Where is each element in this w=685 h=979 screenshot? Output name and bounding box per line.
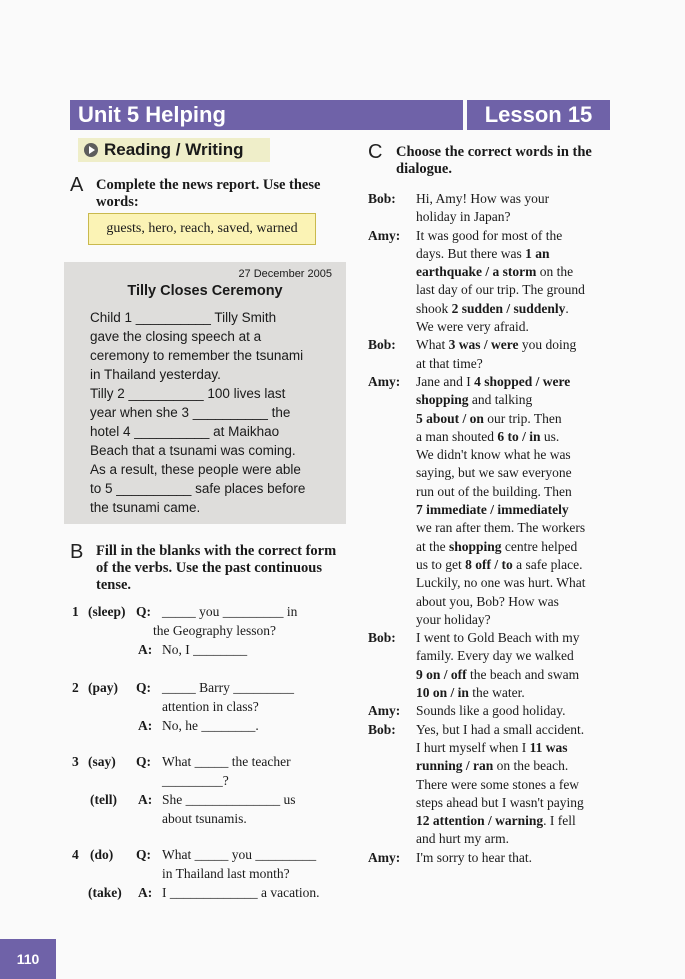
speaker-label: Bob:	[368, 721, 396, 737]
dialogue-line: we ran after them. The workers	[416, 520, 586, 536]
question-text: What _____ the teacher	[162, 754, 291, 769]
news-line: As a result, these people were able	[90, 462, 301, 477]
question-number: 2	[72, 680, 79, 695]
answer-text: about tsunamis.	[162, 811, 247, 826]
dialogue-line: We didn't know what he was	[416, 447, 571, 463]
dialogue-line: 12 attention / warning. I fell	[416, 813, 576, 829]
section-c-instruction: Choose the correct words in the dialogue.	[396, 144, 592, 177]
dialogue-turn	[368, 227, 628, 337]
dialogue-line: There were some stones a few	[416, 776, 580, 792]
news-line: Beach that a tsunami was coming.	[90, 443, 296, 458]
dialogue-line: It was good for most of the	[416, 227, 563, 243]
dialogue-turn	[368, 721, 628, 849]
news-line: to 5 __________ safe places before	[90, 481, 306, 496]
dialogue-line: What 3 was / were you doing	[416, 337, 577, 353]
q-label: Q:	[136, 680, 151, 695]
a-label: A:	[138, 792, 153, 807]
news-line: Tilly 2 __________ 100 lives last	[90, 386, 286, 401]
dialogue-line: I went to Gold Beach with my	[416, 630, 580, 646]
question-text: in Thailand last month?	[162, 866, 290, 881]
a-label: A:	[138, 642, 153, 657]
section-b-instruction: Fill in the blanks with the correct form of the verbs. Use the past continuous tense.	[96, 543, 337, 593]
q-label: Q:	[136, 754, 151, 769]
section-c-letter: C	[368, 141, 383, 163]
verb-hint: (pay)	[88, 680, 118, 695]
q-label: Q:	[136, 604, 151, 619]
page-number: 110	[0, 939, 56, 979]
dialogue-line: running / ran on the beach.	[416, 758, 569, 774]
dialogue-line: your holiday?	[416, 611, 491, 627]
answer-text: No, he ________.	[162, 718, 259, 733]
speaker-label: Amy:	[368, 703, 401, 719]
dialogue-line: steps ahead but I wasn't paying	[416, 794, 584, 810]
dialogue-line: 9 on / off the beach and swam	[416, 666, 580, 682]
section-label	[78, 138, 270, 162]
section-label-text: Reading / Writing	[104, 140, 244, 159]
news-line: the tsunami came.	[90, 500, 201, 515]
answer-text: She ______________ us	[162, 792, 296, 807]
q-label: Q:	[136, 847, 151, 862]
news-line: Child 1 __________ Tilly Smith	[90, 310, 277, 325]
word-box: guests, hero, reach, saved, warned	[88, 213, 316, 245]
question-text: What _____ you _________	[162, 847, 317, 862]
dialogue-line: Luckily, no one was hurt. What	[416, 575, 586, 591]
speaker-label: Bob:	[368, 337, 396, 353]
dialogue-line: days. But there was 1 an	[416, 245, 550, 261]
dialogue-line: and hurt my arm.	[416, 831, 509, 847]
unit-header	[70, 100, 610, 130]
a-label: A:	[138, 885, 153, 900]
dialogue-line: 10 on / in the water.	[416, 685, 525, 701]
news-line: hotel 4 __________ at Maikhao	[90, 424, 280, 439]
news-report	[64, 262, 346, 524]
speaker-label: Amy:	[368, 373, 401, 389]
answer-text: No, I ________	[162, 642, 248, 657]
section-a-instruction: Complete the news report. Use these words:	[96, 177, 321, 210]
speaker-label: Bob:	[368, 191, 396, 206]
news-line: in Thailand yesterday.	[90, 367, 221, 382]
question-text: the Geography lesson?	[153, 623, 276, 638]
unit-title: Unit 5 Helping	[70, 100, 463, 130]
verb-hint: (tell)	[90, 792, 117, 807]
dialogue-line: last day of our trip. The ground	[416, 282, 585, 298]
dialogue-line: I hurt myself when I 11 was	[416, 739, 568, 755]
verb-hint: (take)	[88, 885, 122, 900]
dialogue-line: Yes, but I had a small accident.	[416, 721, 585, 737]
news-line: year when she 3 __________ the	[90, 405, 291, 420]
dialogue-line: 5 about / on our trip. Then	[416, 410, 562, 426]
speaker-label: Amy:	[368, 849, 401, 865]
dialogue-turn	[368, 849, 628, 867]
dialogue-line: at the shopping centre helped	[416, 538, 578, 554]
news-line: ceremony to remember the tsunami	[90, 348, 304, 363]
section-b-letter: B	[70, 541, 84, 563]
question-number: 3	[72, 754, 79, 769]
dialogue-line: Hi, Amy! How was your	[416, 191, 550, 206]
answer-text: I _____________ a vacation.	[162, 885, 320, 900]
dialogue-line: I'm sorry to hear that.	[416, 849, 533, 865]
a-label: A:	[138, 718, 153, 733]
speaker-label: Amy:	[368, 227, 401, 243]
dialogue-turn	[368, 336, 628, 373]
dialogue-line: Jane and I 4 shopped / were	[416, 373, 571, 389]
speaker-label: Bob:	[368, 630, 396, 646]
question-number: 4	[72, 847, 79, 862]
verb-hint: (sleep)	[88, 604, 126, 619]
question-text: _____ Barry _________	[162, 680, 294, 695]
dialogue-turn	[368, 629, 628, 702]
dialogue	[368, 190, 628, 867]
play-icon	[84, 143, 98, 157]
question-1	[72, 602, 79, 621]
dialogue-line: 7 immediate / immediately	[416, 502, 569, 518]
verb-hint: (do)	[90, 847, 114, 862]
news-date: 27 December 2005	[238, 268, 332, 280]
section-a-letter: A	[70, 174, 84, 196]
dialogue-line: about you, Bob? How was	[416, 593, 559, 609]
news-body	[90, 308, 330, 517]
news-title: Tilly Closes Ceremony	[127, 283, 283, 299]
dialogue-line: holiday in Japan?	[416, 209, 511, 225]
dialogue-line: family. Every day we walked	[416, 648, 574, 664]
dialogue-line: at that time?	[416, 355, 483, 371]
dialogue-line: run out of the building. Then	[416, 483, 572, 499]
dialogue-line: us to get 8 off / to a safe place.	[416, 556, 583, 572]
news-line: gave the closing speech at a	[90, 329, 262, 344]
dialogue-turn	[368, 190, 628, 227]
dialogue-line: shook 2 sudden / suddenly.	[416, 300, 569, 316]
dialogue-line: Sounds like a good holiday.	[416, 703, 566, 719]
question-text: _________?	[162, 773, 229, 788]
dialogue-line: earthquake / a storm on the	[416, 264, 574, 280]
question-text: _____ you _________ in	[162, 604, 298, 619]
verb-hint: (say)	[88, 754, 116, 769]
dialogue-line: We were very afraid.	[416, 319, 529, 335]
dialogue-turn	[368, 373, 628, 629]
question-number: 1	[72, 604, 79, 619]
dialogue-line: a man shouted 6 to / in us.	[416, 428, 560, 444]
dialogue-line: saying, but we saw everyone	[416, 465, 572, 481]
dialogue-line: shopping and talking	[416, 392, 533, 408]
question-text: attention in class?	[162, 699, 259, 714]
lesson-title: Lesson 15	[467, 100, 610, 130]
dialogue-turn	[368, 702, 628, 720]
